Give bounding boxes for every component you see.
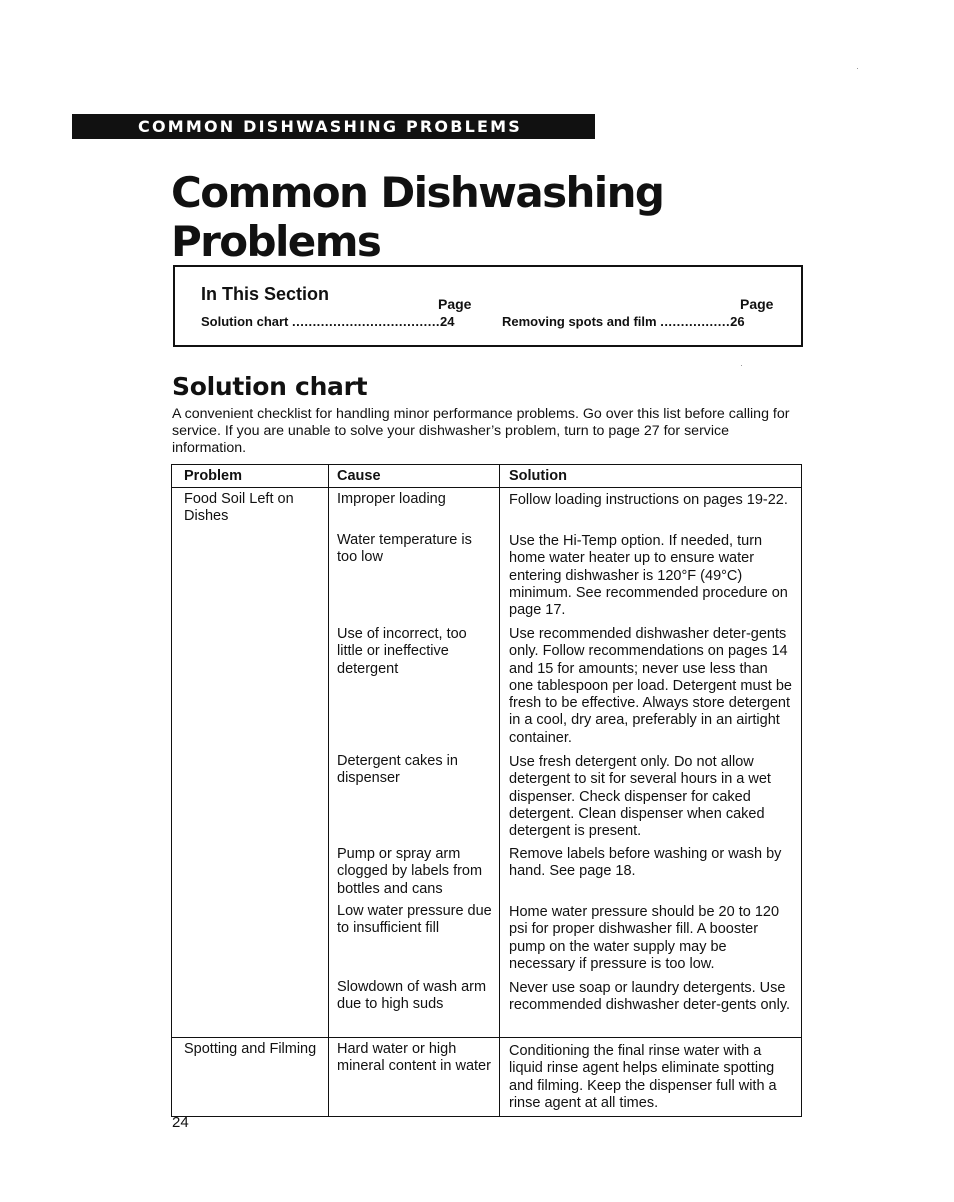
column-header-problem: Problem (184, 468, 243, 484)
toc-entry-label: Solution chart (201, 314, 289, 329)
toc-page-header-right: Page (740, 296, 774, 312)
toc-entry-removing-spots[interactable] (502, 314, 745, 329)
toc-entry-leader: .................................... (292, 314, 441, 329)
toc-entry-page: 26 (730, 314, 745, 329)
header-rule (171, 487, 802, 488)
page-number: 24 (172, 1114, 189, 1131)
page-title-line-1: Common Dishwashing (171, 168, 664, 217)
solution-cell: Use fresh detergent only. Do not allow detergent to sit for several hours in a wet dispenser. Check dispenser for caked detergent. Clean dispenser when caked detergent is present. (509, 754, 771, 840)
toc-entry-leader: ................. (660, 314, 731, 329)
toc-entry-label: Removing spots and film (502, 314, 657, 329)
toc-heading: In This Section (201, 284, 330, 304)
solution-cell: Never use soap or laundry detergents. Use recommended dishwasher deter-gents only. (509, 980, 791, 1014)
solution-cell: Conditioning the final rinse water with a liquid rinse agent helps eliminate spotting and filming. Keep the dispenser full with a rinse agent at all times. (509, 1043, 777, 1111)
column-divider (499, 464, 500, 1117)
cause-cell: Hard water or high mineral content in water (337, 1041, 491, 1075)
column-header-cause: Cause (337, 468, 381, 484)
toc-page-header-left: Page (438, 296, 472, 312)
cause-cell: Use of incorrect, too little or ineffective detergent (337, 626, 467, 677)
toc-entry-solution-chart[interactable] (201, 314, 455, 329)
section-heading: Solution chart (172, 372, 368, 401)
in-this-section-box (173, 265, 803, 347)
solution-cell: Follow loading instructions on pages 19-22. (509, 492, 788, 508)
solution-cell: Remove labels before washing or wash by hand. See page 18. (509, 846, 782, 880)
cause-cell: Detergent cakes in dispenser (337, 753, 458, 787)
cause-cell: Improper loading (337, 491, 446, 507)
cause-cell: Water temperature is too low (337, 532, 472, 566)
scan-speck (857, 68, 858, 69)
intro-paragraph: A convenient checklist for handling minor performance problems. Go over this list before calling for service. If you are unable to solve your dishwasher’s problem, turn to page 27 for service information. (172, 406, 790, 456)
toc-entry-page: 24 (440, 314, 455, 329)
row-rule (171, 1037, 802, 1038)
column-header-solution: Solution (509, 468, 567, 484)
problem-cell: Food Soil Left on Dishes (184, 491, 294, 525)
solution-cell: Home water pressure should be 20 to 120 psi for proper dishwasher fill. A booster pump on the water supply may be necessary if pressure is too low. (509, 904, 780, 972)
scan-speck (741, 365, 742, 366)
cause-cell: Low water pressure due to insufficient fill (337, 903, 492, 937)
section-banner: COMMON DISHWASHING PROBLEMS (72, 114, 595, 139)
page-title-line-2: Problems (171, 217, 381, 266)
problem-cell: Spotting and Filming (184, 1041, 317, 1057)
cause-cell: Pump or spray arm clogged by labels from bottles and cans (337, 846, 483, 897)
cause-cell: Slowdown of wash arm due to high suds (337, 979, 487, 1013)
solution-cell: Use the Hi-Temp option. If needed, turn home water heater up to ensure water entering dishwasher is 120°F (49°C) minimum. See recommended procedure on page 17. (509, 533, 788, 619)
solution-cell: Use recommended dishwasher deter-gents only. Follow recommendations on pages 14 and 15 for amounts; never use less than one tablespoon per load. Detergent must be fresh to be effective. Always store detergent in a cool, dry area, preferably in an airtight container. (509, 626, 792, 746)
page-title (171, 168, 663, 266)
column-divider (328, 464, 329, 1117)
